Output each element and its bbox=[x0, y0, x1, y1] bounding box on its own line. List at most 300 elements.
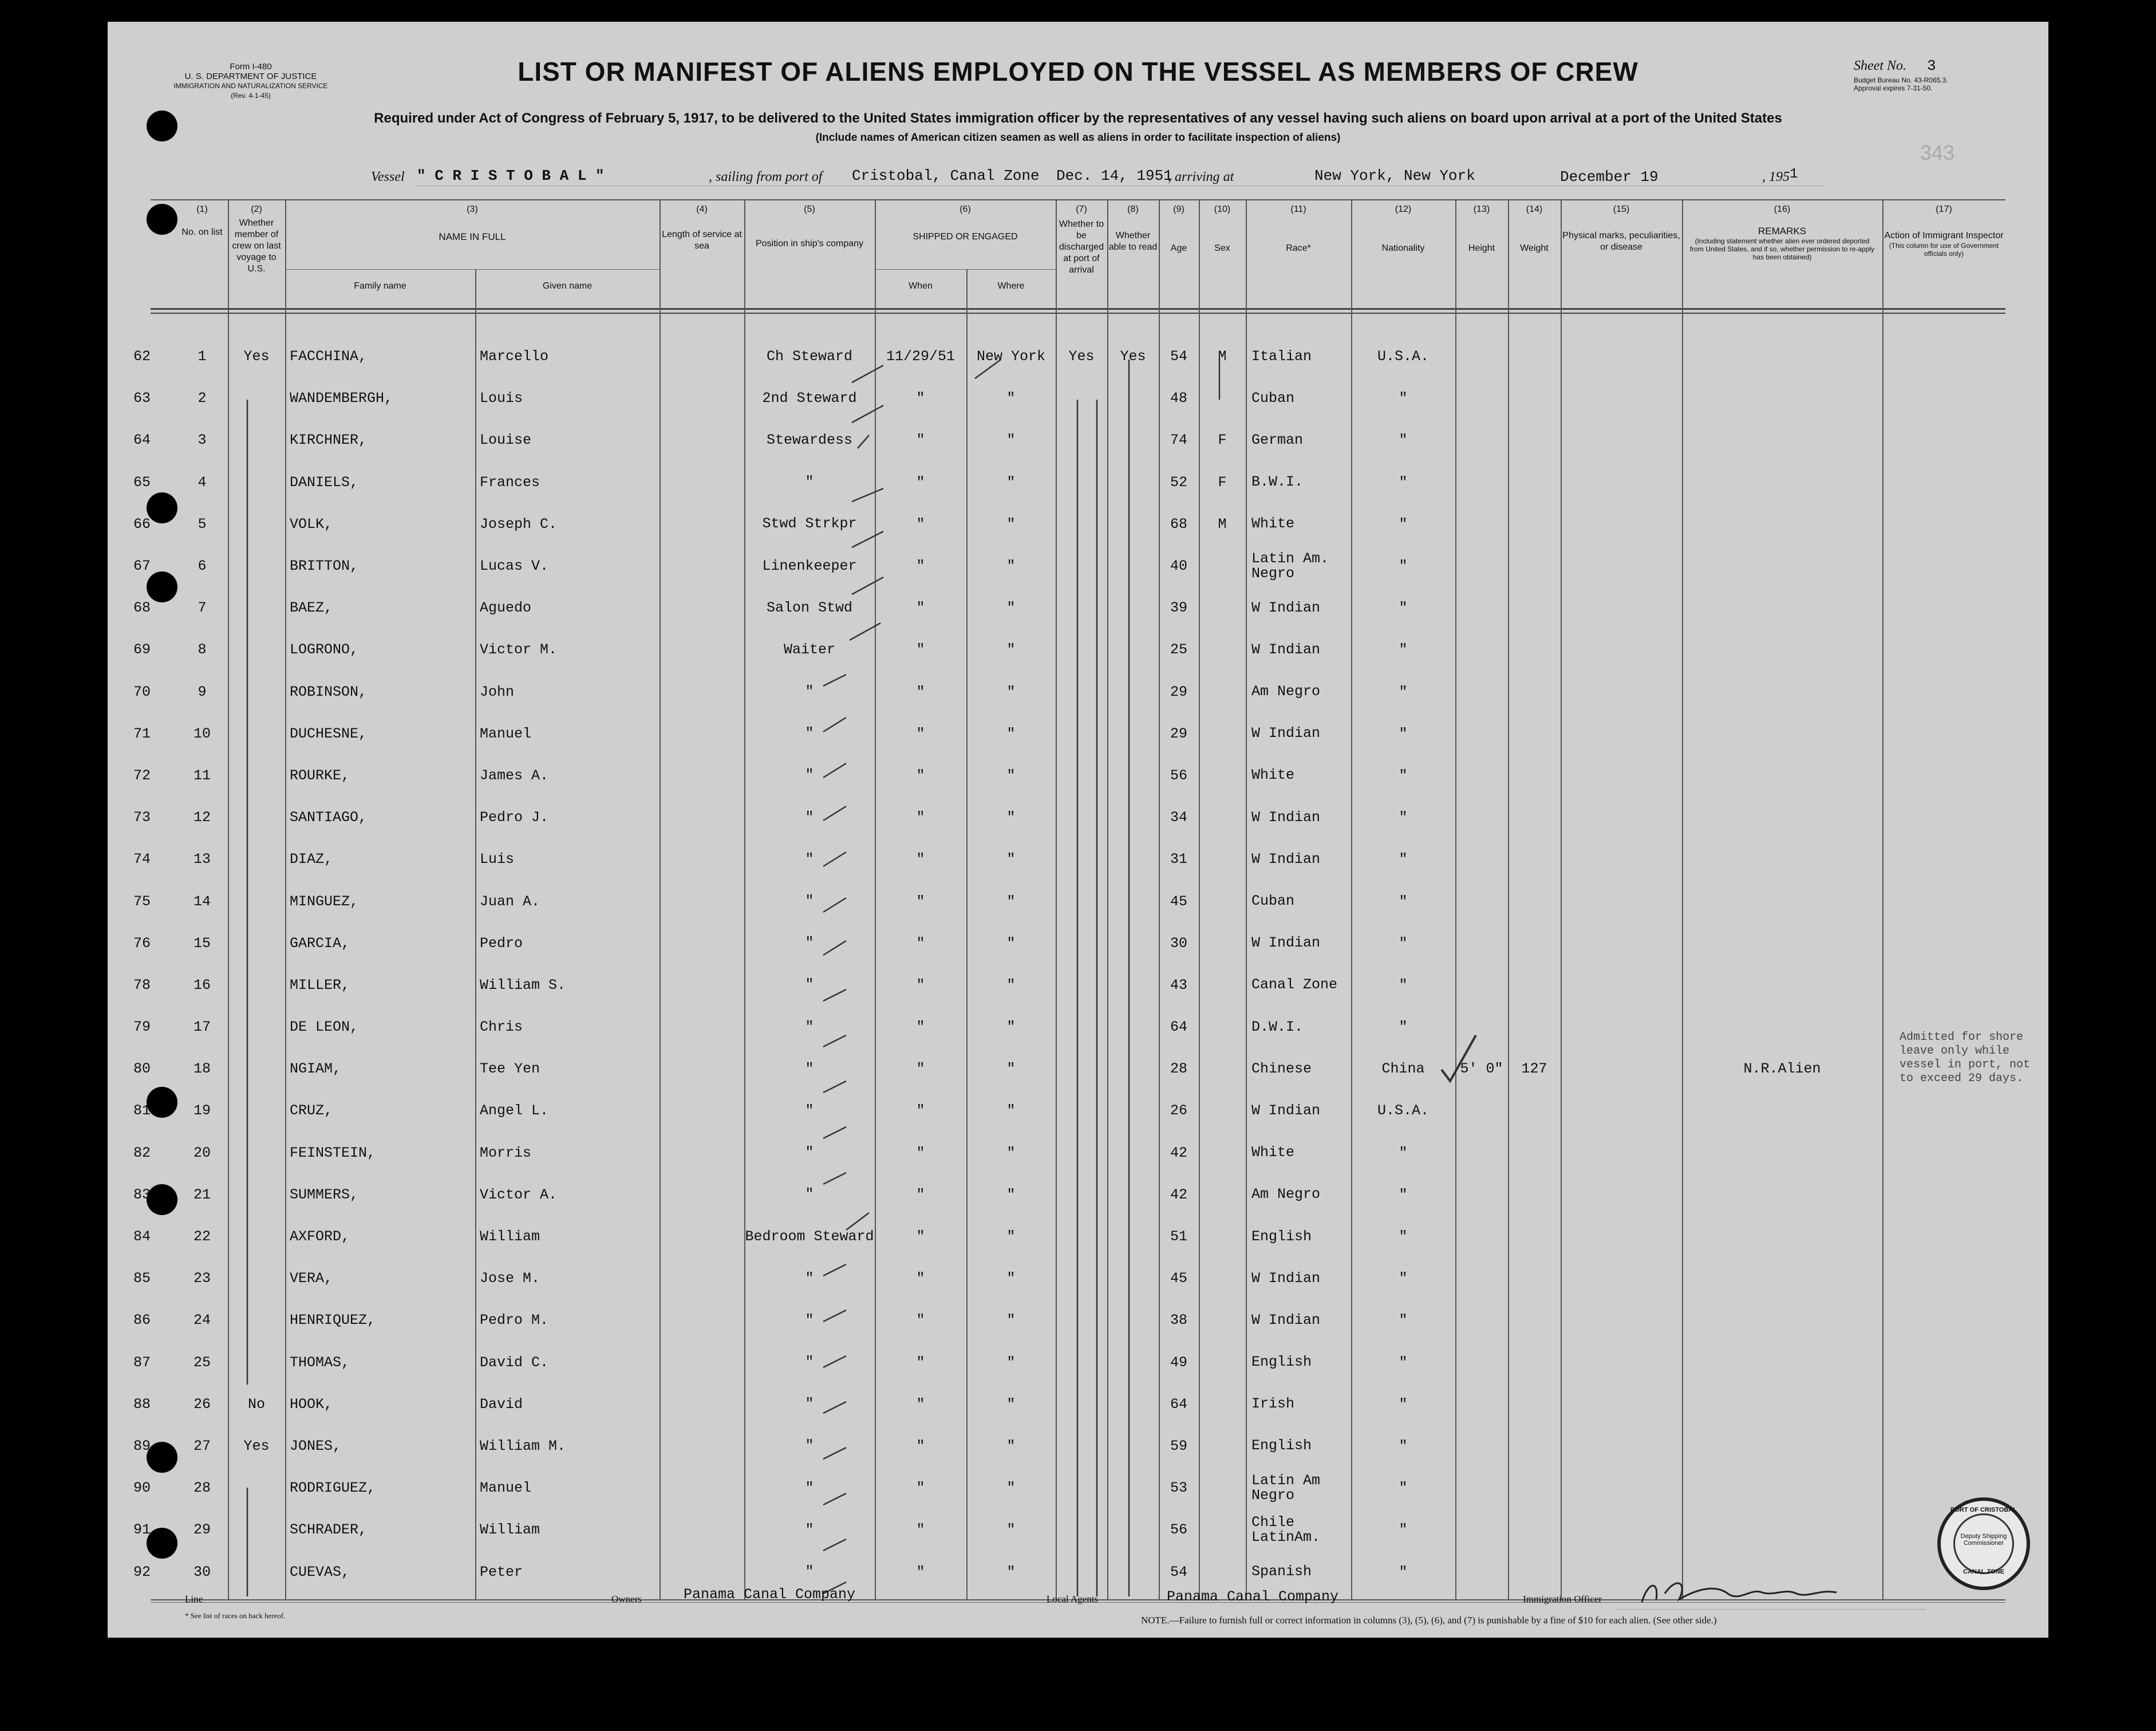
col12-header: (12) Nationality bbox=[1381, 204, 1425, 253]
row-race: Am Negro bbox=[1251, 1186, 1321, 1203]
arriving-label: , arriving at bbox=[1168, 169, 1234, 184]
row-nationality: " bbox=[1399, 976, 1408, 993]
row-race: W Indian bbox=[1251, 599, 1321, 616]
row-position: Bedroom Steward bbox=[745, 1228, 874, 1245]
row-given-name: David C. bbox=[480, 1354, 549, 1371]
row-age: 64 bbox=[1170, 1019, 1187, 1036]
row-position: " bbox=[805, 1269, 814, 1287]
row-discharged: Yes bbox=[1068, 348, 1095, 365]
manifest-sheet bbox=[108, 22, 2048, 1638]
vessel-label: Vessel bbox=[371, 169, 405, 184]
row-race: W Indian bbox=[1251, 1311, 1321, 1328]
row-given-name: Chris bbox=[480, 1019, 523, 1036]
col7-header: (7) Whether to be discharged at port of arrival bbox=[1059, 204, 1104, 275]
row-position: " bbox=[805, 767, 814, 784]
row-able-read: Yes bbox=[1120, 348, 1146, 365]
row-age: 48 bbox=[1170, 390, 1187, 407]
row-age: 29 bbox=[1170, 725, 1187, 742]
row-age: 74 bbox=[1170, 432, 1187, 449]
row-margin-number: 86 bbox=[133, 1312, 151, 1329]
row-shipped-when: " bbox=[916, 1480, 925, 1497]
row-age: 53 bbox=[1170, 1480, 1187, 1497]
row-list-number: 7 bbox=[198, 600, 207, 617]
row-shipped-when: " bbox=[916, 1270, 925, 1287]
row-race: Italian bbox=[1251, 348, 1312, 365]
row-list-number: 19 bbox=[193, 1102, 211, 1119]
row-family-name: ROURKE, bbox=[290, 767, 350, 784]
row-list-number: 17 bbox=[193, 1019, 211, 1036]
row-family-name: HOOK, bbox=[290, 1395, 333, 1413]
row-position: " bbox=[805, 1186, 814, 1203]
row-position: " bbox=[805, 1563, 814, 1580]
row-position: " bbox=[805, 809, 814, 826]
row-family-name: HENRIQUEZ, bbox=[290, 1312, 376, 1329]
row-shipped-where: " bbox=[1006, 1144, 1016, 1161]
row-margin-number: 62 bbox=[133, 348, 151, 365]
row-given-name: Aguedo bbox=[480, 600, 532, 617]
row-given-name: Tee Yen bbox=[480, 1060, 540, 1078]
row-race: D.W.I. bbox=[1251, 1018, 1304, 1035]
row-nationality: U.S.A. bbox=[1377, 348, 1429, 365]
row-shipped-where: " bbox=[1006, 934, 1016, 952]
row-family-name: CUEVAS, bbox=[290, 1563, 350, 1580]
row-shipped-when: " bbox=[916, 1437, 925, 1454]
family-name-header: Family name bbox=[354, 281, 406, 291]
row-list-number: 30 bbox=[193, 1563, 211, 1580]
row-shipped-when: " bbox=[916, 725, 925, 742]
row-age: 52 bbox=[1170, 474, 1187, 491]
row-family-name: BAEZ, bbox=[290, 600, 333, 617]
row-nationality: " bbox=[1399, 1186, 1408, 1203]
row-family-name: VOLK, bbox=[290, 515, 333, 533]
row-position: " bbox=[805, 1018, 814, 1035]
row-list-number: 12 bbox=[193, 809, 211, 826]
port-from: Cristobal, Canal Zone bbox=[852, 167, 1040, 184]
officer-label: Immigration Officer bbox=[1523, 1594, 1602, 1604]
row-margin-number: 79 bbox=[133, 1019, 151, 1036]
row-position: Ch Steward bbox=[766, 348, 853, 365]
row-nationality: U.S.A. bbox=[1377, 1102, 1429, 1119]
row-race: Cuban bbox=[1251, 389, 1295, 407]
line-label: Line bbox=[185, 1594, 203, 1604]
row-nationality: " bbox=[1399, 1437, 1408, 1454]
row-given-name: Lucas V. bbox=[480, 558, 549, 575]
row-weight: 127 bbox=[1521, 1060, 1547, 1078]
row-position: " bbox=[805, 1144, 814, 1161]
row-given-name: Victor A. bbox=[480, 1186, 558, 1203]
row-shipped-when: " bbox=[916, 600, 925, 617]
when-header: When bbox=[909, 281, 933, 291]
row-nationality: " bbox=[1399, 1270, 1408, 1287]
row-shipped-when: " bbox=[916, 1312, 925, 1329]
row-position: " bbox=[805, 1354, 814, 1371]
agents-value: Panama Canal Company bbox=[1167, 1588, 1339, 1605]
row-family-name: ROBINSON, bbox=[290, 683, 368, 700]
row-family-name: NGIAM, bbox=[290, 1060, 342, 1078]
row-nationality: " bbox=[1399, 809, 1408, 826]
row-margin-number: 91 bbox=[133, 1521, 151, 1539]
port-stamp: PORT OF CRISTOBAL Deputy Shipping Commissioner CANAL ZONE bbox=[1937, 1497, 2030, 1590]
row-list-number: 3 bbox=[198, 432, 207, 449]
row-list-number: 21 bbox=[193, 1186, 211, 1203]
row-shipped-where: " bbox=[1006, 515, 1016, 533]
row-list-number: 24 bbox=[193, 1312, 211, 1329]
row-family-name: SCHRADER, bbox=[290, 1521, 368, 1539]
row-age: 64 bbox=[1170, 1395, 1187, 1413]
row-position: Stwd Strkpr bbox=[762, 515, 857, 533]
row-race: W Indian bbox=[1251, 809, 1321, 826]
row-shipped-where: " bbox=[1006, 1228, 1016, 1245]
race-footnote: * See list of races on back hereof. bbox=[185, 1611, 286, 1620]
year-label: , 1951 bbox=[1762, 167, 1798, 184]
row-shipped-when: " bbox=[916, 1144, 925, 1161]
row-family-name: GARCIA, bbox=[290, 934, 350, 952]
page-subtitle: Required under Act of Congress of February 5, 1917, to be delivered to the United States immigration officer by the representatives of any vessel having such aliens on board upon arrival at a port of the United States bbox=[374, 111, 1782, 126]
page-title: LIST OR MANIFEST OF ALIENS EMPLOYED ON THE VESSEL AS MEMBERS OF CREW bbox=[518, 57, 1638, 86]
col15-header: (15) Physical marks, peculiarities, or disease bbox=[1562, 204, 1680, 252]
row-sex: M bbox=[1218, 515, 1227, 533]
row-nationality: " bbox=[1399, 1521, 1408, 1539]
col3-header: (3) NAME IN FULL bbox=[439, 204, 506, 242]
row-shipped-when: " bbox=[916, 683, 925, 700]
row-sex: F bbox=[1218, 432, 1227, 449]
row-age: 42 bbox=[1170, 1186, 1187, 1203]
row-shipped-when: " bbox=[916, 809, 925, 826]
row-shipped-when: " bbox=[916, 1563, 925, 1580]
row-shipped-where: New York bbox=[976, 348, 1046, 365]
row-list-number: 20 bbox=[193, 1144, 211, 1161]
row-list-number: 15 bbox=[193, 934, 211, 952]
row-race: Chile LatinAm. bbox=[1251, 1513, 1321, 1545]
penalty-note: NOTE.—Failure to furnish full or correct information in columns (3), (5), (6), and (7) is punishable by a fine of $10 for each alien. (See other side.) bbox=[1141, 1615, 1717, 1626]
row-margin-number: 66 bbox=[133, 515, 151, 533]
row-position: " bbox=[805, 725, 814, 742]
row-list-number: 27 bbox=[193, 1437, 211, 1454]
row-race: White bbox=[1251, 515, 1295, 533]
row-shipped-when: " bbox=[916, 641, 925, 659]
row-margin-number: 87 bbox=[133, 1354, 151, 1371]
row-member-last-voyage: Yes bbox=[243, 1437, 270, 1454]
row-given-name: Morris bbox=[480, 1144, 532, 1161]
row-age: 42 bbox=[1170, 1144, 1187, 1161]
row-family-name: LOGRONO, bbox=[290, 641, 359, 659]
row-shipped-when: " bbox=[916, 432, 925, 449]
row-family-name: SANTIAGO, bbox=[290, 809, 368, 826]
row-shipped-where: " bbox=[1006, 725, 1016, 742]
row-shipped-where: " bbox=[1006, 1395, 1016, 1413]
row-shipped-when: " bbox=[916, 893, 925, 910]
row-list-number: 11 bbox=[193, 767, 211, 784]
row-family-name: JONES, bbox=[290, 1437, 342, 1454]
row-list-number: 6 bbox=[198, 558, 207, 575]
row-shipped-when: " bbox=[916, 515, 925, 533]
row-margin-number: 76 bbox=[133, 934, 151, 952]
row-shipped-when: " bbox=[916, 474, 925, 491]
row-given-name: Manuel bbox=[480, 1480, 532, 1497]
row-age: 54 bbox=[1170, 348, 1187, 365]
given-name-header: Given name bbox=[542, 281, 593, 291]
row-margin-number: 85 bbox=[133, 1270, 151, 1287]
row-nationality: " bbox=[1399, 600, 1408, 617]
row-member-last-voyage: Yes bbox=[243, 348, 270, 365]
row-shipped-when: 11/29/51 bbox=[886, 348, 955, 365]
row-position: Salon Stwd bbox=[766, 599, 853, 616]
row-shipped-where: " bbox=[1006, 1521, 1016, 1539]
row-list-number: 4 bbox=[198, 474, 207, 491]
row-shipped-where: " bbox=[1006, 1312, 1016, 1329]
row-age: 45 bbox=[1170, 893, 1187, 910]
sailing-label: , sailing from port of bbox=[709, 169, 823, 184]
row-race: W Indian bbox=[1251, 1269, 1321, 1287]
row-given-name: Jose M. bbox=[480, 1270, 540, 1287]
row-shipped-where: " bbox=[1006, 851, 1016, 868]
row-shipped-when: " bbox=[916, 390, 925, 407]
shore-leave-annotation: Admitted for shore leave only while vessel in port, not to exceed 29 days. bbox=[1900, 1031, 2031, 1085]
row-shipped-where: " bbox=[1006, 1563, 1016, 1580]
row-nationality: " bbox=[1399, 851, 1408, 868]
row-nationality: " bbox=[1399, 1354, 1408, 1371]
row-race: Spanish bbox=[1251, 1563, 1312, 1580]
row-age: 51 bbox=[1170, 1228, 1187, 1245]
row-given-name: Pedro bbox=[480, 934, 523, 952]
row-race: Latin Am. Negro bbox=[1251, 550, 1329, 582]
vessel-name: " C R I S T O B A L " bbox=[417, 167, 605, 184]
row-list-number: 23 bbox=[193, 1270, 211, 1287]
row-age: 45 bbox=[1170, 1270, 1187, 1287]
row-family-name: AXFORD, bbox=[290, 1228, 350, 1245]
row-shipped-when: " bbox=[916, 558, 925, 575]
row-nationality: China bbox=[1381, 1060, 1425, 1078]
col8-header: (8) Whether able to read bbox=[1108, 204, 1158, 252]
row-race: White bbox=[1251, 1144, 1295, 1161]
row-remarks: N.R.Alien bbox=[1743, 1060, 1821, 1078]
row-race: Cuban bbox=[1251, 893, 1295, 910]
row-shipped-where: " bbox=[1006, 1270, 1016, 1287]
col5-header: (5) Position in ship's company bbox=[755, 204, 864, 249]
row-family-name: MILLER, bbox=[290, 976, 350, 993]
row-given-name: Pedro M. bbox=[480, 1312, 549, 1329]
row-age: 30 bbox=[1170, 934, 1187, 952]
row-nationality: " bbox=[1399, 390, 1408, 407]
row-family-name: FACCHINA, bbox=[290, 348, 368, 365]
row-age: 38 bbox=[1170, 1312, 1187, 1329]
row-position: " bbox=[805, 893, 814, 910]
row-shipped-where: " bbox=[1006, 390, 1016, 407]
row-member-last-voyage: No bbox=[247, 1395, 265, 1413]
row-position: " bbox=[805, 1479, 814, 1496]
row-position: " bbox=[805, 474, 814, 491]
col14-header: (14) Weight bbox=[1520, 204, 1549, 253]
row-age: 56 bbox=[1170, 767, 1187, 784]
row-position: " bbox=[805, 1437, 814, 1454]
row-margin-number: 78 bbox=[133, 976, 151, 993]
row-margin-number: 83 bbox=[133, 1186, 151, 1203]
agents-label: Local Agents bbox=[1047, 1594, 1099, 1604]
row-nationality: " bbox=[1399, 1480, 1408, 1497]
row-given-name: Marcello bbox=[480, 348, 549, 365]
budget-bureau: Budget Bureau No. 43-R065.3. Approval expires 7-31-50. bbox=[1854, 76, 1948, 92]
row-family-name: KIRCHNER, bbox=[290, 432, 368, 449]
row-position: " bbox=[805, 850, 814, 868]
row-shipped-when: " bbox=[916, 1102, 925, 1119]
row-margin-number: 70 bbox=[133, 683, 151, 700]
row-given-name: Frances bbox=[480, 474, 540, 491]
col9-header: (9) Age bbox=[1170, 204, 1187, 253]
row-shipped-where: " bbox=[1006, 641, 1016, 659]
row-shipped-where: " bbox=[1006, 1480, 1016, 1497]
row-shipped-where: " bbox=[1006, 893, 1016, 910]
row-given-name: William bbox=[480, 1228, 540, 1245]
row-given-name: Joseph C. bbox=[480, 515, 558, 533]
row-shipped-where: " bbox=[1006, 600, 1016, 617]
row-family-name: THOMAS, bbox=[290, 1354, 350, 1371]
pencil-check-marks bbox=[108, 22, 2048, 1638]
row-age: 25 bbox=[1170, 641, 1187, 659]
row-race: English bbox=[1251, 1437, 1312, 1454]
row-race: Am Negro bbox=[1251, 683, 1321, 700]
row-race: Canal Zone bbox=[1251, 976, 1338, 993]
row-age: 49 bbox=[1170, 1354, 1187, 1371]
row-age: 31 bbox=[1170, 851, 1187, 868]
row-race: Irish bbox=[1251, 1395, 1295, 1413]
page-note: (Include names of American citizen seamen as well as aliens in order to facilitate inspection of aliens) bbox=[815, 132, 1341, 144]
where-header: Where bbox=[997, 281, 1025, 291]
row-family-name: SUMMERS, bbox=[290, 1186, 359, 1203]
row-family-name: DANIELS, bbox=[290, 474, 359, 491]
row-nationality: " bbox=[1399, 893, 1408, 910]
row-given-name: William bbox=[480, 1521, 540, 1539]
row-age: 40 bbox=[1170, 558, 1187, 575]
col11-header: (11) Race* bbox=[1286, 204, 1311, 253]
row-race: W Indian bbox=[1251, 641, 1321, 658]
row-nationality: " bbox=[1399, 1395, 1408, 1413]
stamp-number: 343 bbox=[1920, 141, 1955, 164]
row-nationality: " bbox=[1399, 725, 1408, 742]
port-to: New York, New York bbox=[1314, 167, 1475, 184]
owners-value: Panama Canal Company bbox=[684, 1586, 856, 1603]
row-family-name: BRITTON, bbox=[290, 558, 359, 575]
row-shipped-when: " bbox=[916, 767, 925, 784]
row-family-name: MINGUEZ, bbox=[290, 893, 359, 910]
row-list-number: 2 bbox=[198, 390, 207, 407]
row-list-number: 13 bbox=[193, 851, 211, 868]
row-age: 56 bbox=[1170, 1521, 1187, 1539]
row-list-number: 1 bbox=[198, 348, 207, 365]
row-age: 29 bbox=[1170, 683, 1187, 700]
row-position: " bbox=[805, 1311, 814, 1328]
row-shipped-when: " bbox=[916, 1228, 925, 1245]
row-margin-number: 84 bbox=[133, 1228, 151, 1245]
row-race: W Indian bbox=[1251, 725, 1321, 742]
row-list-number: 8 bbox=[198, 641, 207, 659]
row-shipped-where: " bbox=[1006, 1437, 1016, 1454]
row-nationality: " bbox=[1399, 1019, 1408, 1036]
row-given-name: John bbox=[480, 683, 515, 700]
row-shipped-where: " bbox=[1006, 558, 1016, 575]
row-race: Chinese bbox=[1251, 1060, 1312, 1077]
row-shipped-where: " bbox=[1006, 683, 1016, 700]
sail-date: Dec. 14, 1951 bbox=[1056, 167, 1172, 184]
row-list-number: 18 bbox=[193, 1060, 211, 1078]
row-family-name: VERA, bbox=[290, 1270, 333, 1287]
col13-header: (13) Height bbox=[1468, 204, 1495, 253]
row-race: German bbox=[1251, 431, 1304, 448]
row-given-name: James A. bbox=[480, 767, 549, 784]
row-shipped-when: " bbox=[916, 1186, 925, 1203]
row-margin-number: 64 bbox=[133, 432, 151, 449]
row-given-name: Peter bbox=[480, 1563, 523, 1580]
row-margin-number: 81 bbox=[133, 1102, 151, 1119]
row-age: 26 bbox=[1170, 1102, 1187, 1119]
row-family-name: WANDEMBERGH, bbox=[290, 390, 393, 407]
row-margin-number: 71 bbox=[133, 725, 151, 742]
row-position: " bbox=[805, 683, 814, 700]
row-position: " bbox=[805, 976, 814, 993]
row-nationality: " bbox=[1399, 474, 1408, 491]
row-given-name: William S. bbox=[480, 976, 566, 993]
row-race: W Indian bbox=[1251, 850, 1321, 868]
row-given-name: David bbox=[480, 1395, 523, 1413]
row-family-name: DE LEON, bbox=[290, 1019, 359, 1036]
row-nationality: " bbox=[1399, 558, 1408, 575]
row-given-name: Louise bbox=[480, 432, 532, 449]
row-shipped-when: " bbox=[916, 1521, 925, 1539]
col4-header: (4) Length of service at sea bbox=[662, 204, 742, 251]
row-shipped-when: " bbox=[916, 1019, 925, 1036]
row-position: Waiter bbox=[783, 641, 835, 658]
row-margin-number: 74 bbox=[133, 851, 151, 868]
row-nationality: " bbox=[1399, 767, 1408, 784]
row-margin-number: 65 bbox=[133, 474, 151, 491]
row-race: B.W.I. bbox=[1251, 474, 1304, 491]
arrival-day: December 19 bbox=[1560, 168, 1659, 186]
row-nationality: " bbox=[1399, 1563, 1408, 1580]
row-position: Linenkeeper bbox=[762, 557, 857, 574]
row-margin-number: 75 bbox=[133, 893, 151, 910]
row-list-number: 14 bbox=[193, 893, 211, 910]
row-nationality: " bbox=[1399, 683, 1408, 700]
row-family-name: RODRIGUEZ, bbox=[290, 1480, 376, 1497]
row-age: 34 bbox=[1170, 809, 1187, 826]
row-given-name: Manuel bbox=[480, 725, 532, 742]
row-position: " bbox=[805, 1060, 814, 1077]
row-list-number: 10 bbox=[193, 725, 211, 742]
row-sex: F bbox=[1218, 474, 1227, 491]
row-race: W Indian bbox=[1251, 934, 1321, 952]
col16-header: (16) REMARKS (Including statement whether alien ever ordered deported from United States, and if so, whether permission to re-apply has been obtained) bbox=[1689, 204, 1875, 261]
row-position: " bbox=[805, 934, 814, 952]
row-family-name: FEINSTEIN, bbox=[290, 1144, 376, 1161]
row-shipped-where: " bbox=[1006, 432, 1016, 449]
row-shipped-where: " bbox=[1006, 1354, 1016, 1371]
row-height: 5' 0" bbox=[1460, 1060, 1503, 1078]
row-position: " bbox=[805, 1521, 814, 1538]
row-race: W Indian bbox=[1251, 1102, 1321, 1119]
row-nationality: " bbox=[1399, 432, 1408, 449]
row-shipped-when: " bbox=[916, 1354, 925, 1371]
row-position: " bbox=[805, 1102, 814, 1119]
row-margin-number: 67 bbox=[133, 558, 151, 575]
revision: (Rev. 4-1-45) bbox=[231, 92, 271, 100]
row-shipped-where: " bbox=[1006, 976, 1016, 993]
row-shipped-where: " bbox=[1006, 767, 1016, 784]
row-margin-number: 72 bbox=[133, 767, 151, 784]
row-list-number: 22 bbox=[193, 1228, 211, 1245]
row-shipped-where: " bbox=[1006, 1060, 1016, 1078]
row-shipped-when: " bbox=[916, 1395, 925, 1413]
row-margin-number: 73 bbox=[133, 809, 151, 826]
col2-header: (2) Whether member of crew on last voyage to U.S. bbox=[232, 204, 281, 274]
